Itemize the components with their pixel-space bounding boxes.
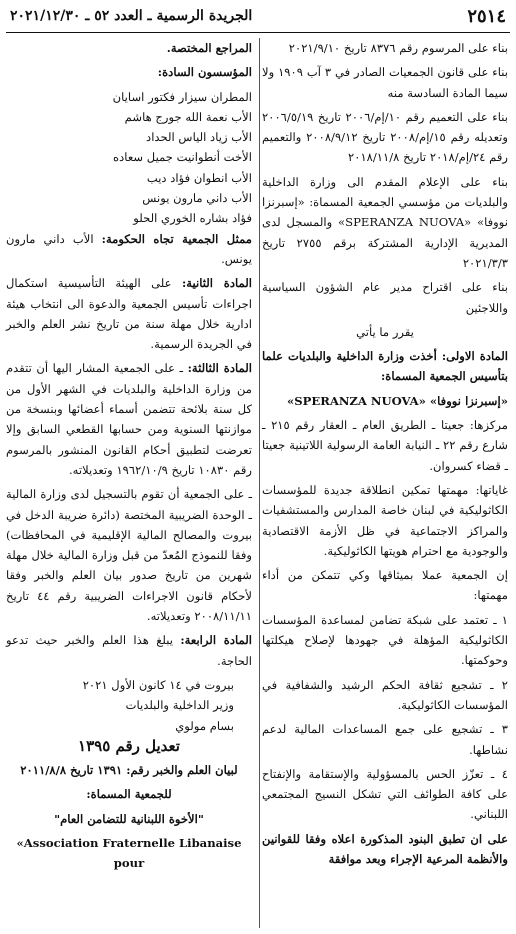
sign-title: وزير الداخلية والبلديات xyxy=(125,698,234,713)
article-3 xyxy=(6,358,252,480)
amendment-title: تعديل رقم ١٣٩٥ xyxy=(78,736,180,755)
article-2 xyxy=(6,273,252,354)
article-1: المادة الاولى: أخذت وزارة الداخلية والبلديات علما بتأسيس الجمعية المسماة: xyxy=(262,349,508,384)
article-3-tax: ـ على الجمعية أن تقوم بالتسجيل لدى وزارة المالية ـ الوحدة الضريبية المختصة (دائرة ضريبة الدخل في بيروت والمصالح المالية الإقليمية في المحافظات) وفقا للنموذج المُعدّ من قبل وزارة المالية خلال مهلة شهرين من تاريخ صدور بيان العلم والخبر وفقا لأحكام قانون الاجراءات الضريبية رقم ٤٤ تاريخ ٢٠٠٨/١١/١١ وتعديلاته. xyxy=(6,487,252,624)
preamble-proposal: بناء على اقتراح مدير عام الشؤون السياسية واللاجئين xyxy=(262,280,508,315)
article-3-label: المادة الثالثة: xyxy=(187,361,253,376)
amendment-assoc-label: للجمعية المسماة: xyxy=(86,787,172,802)
header-rule xyxy=(6,32,510,33)
preamble-law: بناء على قانون الجمعيات الصادر في ٣ آب ١٩٠٩ ولا سيما المادة السادسة منه xyxy=(262,65,508,100)
decides-heading: يقرر ما يأتي xyxy=(356,324,414,339)
mission-item-2: ٢ ـ تشجيع ثقافة الحكم الرشيد والشفافية في المؤسسات الكاثوليكية. xyxy=(262,677,508,712)
founders-list xyxy=(6,87,252,229)
left-column xyxy=(6,38,252,878)
association-goals: غاياتها: مهمتها تمكين انطلاقة جديدة للمؤسسات الكاثوليكية في لبنان خاصة المدارس والمستشفيات والمراكز الاجتماعية في ظل الأزمة الاقتصادية والوجودية مع احترام هويتها الكاثوليكية. xyxy=(262,482,508,558)
founder-name: الأب انطوان فؤاد ديب xyxy=(146,170,252,185)
sign-place-date: بيروت في ١٤ كانون الأول ٢٠٢١ xyxy=(82,677,234,692)
article-2-label: المادة الثانية: xyxy=(182,276,253,291)
article-3-text: ـ على الجمعية المشار اليها أن تتقدم من وزارة الداخلية والبلديات في الشهر الأول من كل سنة بلائحة تتضمن أسماء أعضائها وبنسخة من موازنتها السنوية ومن حسابها القطعي السابق وإلا تعرضت لتطبيق أحكام القانون المنشور بالمرسوم رقم ١٠٨٣٠ تاريخ ١٩٦٢/١٠/٩ وتعديلاته. xyxy=(6,361,252,477)
founder-name: الأخت أنطوانيت جميل سعاده xyxy=(113,150,252,165)
representative-name: الأب داني مارون يونس. xyxy=(6,231,252,266)
sign-name: بسام مولوي xyxy=(175,718,234,733)
signature-block xyxy=(6,675,252,736)
page-number: ٢٥١٤ xyxy=(467,6,506,27)
article-4 xyxy=(6,630,252,671)
founder-name: المطران سيزار فكتور اسايان xyxy=(112,89,252,104)
right-column xyxy=(262,38,508,873)
founder-name: الأب نعمة الله جورج هاشم xyxy=(124,109,252,124)
page-header xyxy=(6,6,510,30)
representative-label: ممثل الجمعية تجاه الحكومة: xyxy=(101,231,252,246)
amendment-name-fr: «Association Fraternelle Libanaise pour xyxy=(16,835,242,871)
article-4-label: المادة الرابعة: xyxy=(180,633,253,648)
preamble-notice: بناء على الإعلام المقدم الى وزارة الداخلية والبلديات من مؤسسي الجمعية المسماة: «إسبرنزا نووفا» «SPERANZA NUOVA» والمسجل لدى المديرية الإدارية المشتركة برقم ٢٧٥٥ تاريخ ٢٠٢١/٣/٣ xyxy=(262,174,508,270)
founder-name: فؤاد بشاره الخوري الحلو xyxy=(133,211,252,226)
closing-clause: على ان تطبق البنود المذكورة اعلاه وفقا للقوانين والأنظمة المرعية الإجراء وبعد موافقة xyxy=(262,831,508,866)
preamble-circulars: بناء على التعميم رقم ١٠/إم/٢٠٠٦ تاريخ ٢٠٠٦/٥/١٩ وتعديله رقم ١٥/إم/٢٠٠٨ تاريخ ٢٠٠٨/٩/١٢ والتعميم رقم ٢٤/إم/٢٠١٨ تاريخ ٢٠١٨/١١/٨ xyxy=(262,109,508,165)
representative xyxy=(6,229,252,270)
founders-title: المؤسسون السادة: xyxy=(157,65,252,80)
mission-intro: إن الجمعية عملا بميثاقها وكي تتمكن من أداء مهمتها: xyxy=(262,568,508,603)
amendment-name-ar: "الأخوة اللبنانية للتضامن العام" xyxy=(54,811,204,826)
founder-name: الأب زياد الياس الحداد xyxy=(146,130,252,145)
mission-item-4: ٤ ـ تعزّز الحس بالمسؤولية والإستقامة والإنفتاح على كافة الطوائف التي تشكل النسيج المجتمعي اللبناني. xyxy=(262,766,508,822)
association-name: «إسبرنزا نووفا» «SPERANZA NUOVA» xyxy=(287,393,508,408)
founder-name: الأب داني مارون يونس xyxy=(142,191,252,206)
article-2-text: على الهيئة التأسيسية استكمال اجراءات تأسيس الجمعية والدعوة الى انتخاب هيئة ادارية خلال مهلة سنة من تاريخ نشر العلم والخبر في الجريدة الرسمية. xyxy=(6,276,252,352)
preamble-decree: بناء على المرسوم رقم ٨٣٧٦ تاريخ ٢٠٢١/٩/١٠ xyxy=(288,41,508,55)
amendment-line: لبيان العلم والخبر رقم: ١٣٩١ تاريخ ٢٠١١/٨/٨ xyxy=(20,763,238,778)
gazette-title: الجريدة الرسمية ـ العدد ٥٢ ـ ٢٠٢١/١٢/٣٠ xyxy=(10,8,253,24)
column-divider xyxy=(259,38,260,928)
mission-item-3: ٣ ـ تشجيع على جمع المساعدات المالية لدعم نشاطها. xyxy=(262,722,508,757)
references-title: المراجع المختصة. xyxy=(166,41,252,55)
article-4-text: يبلغ هذا العلم والخبر حيث تدعو الحاجة. xyxy=(6,633,252,668)
association-seat: مركزها: جعيتا ـ الطريق العام ـ العقار رقم ٢١٥ ـ شارع رقم ٢٢ ـ النيابة العامة الرسولية اللاتينية جعيتا ـ قضاء كسروان. xyxy=(262,418,508,473)
mission-item-1: ١ ـ تعتمد على شبكة تضامن لمساعدة المؤسسات الكاثوليكية المؤهلة في جهودها لإصلاح هيكلتها وحوكمتها. xyxy=(262,612,508,668)
